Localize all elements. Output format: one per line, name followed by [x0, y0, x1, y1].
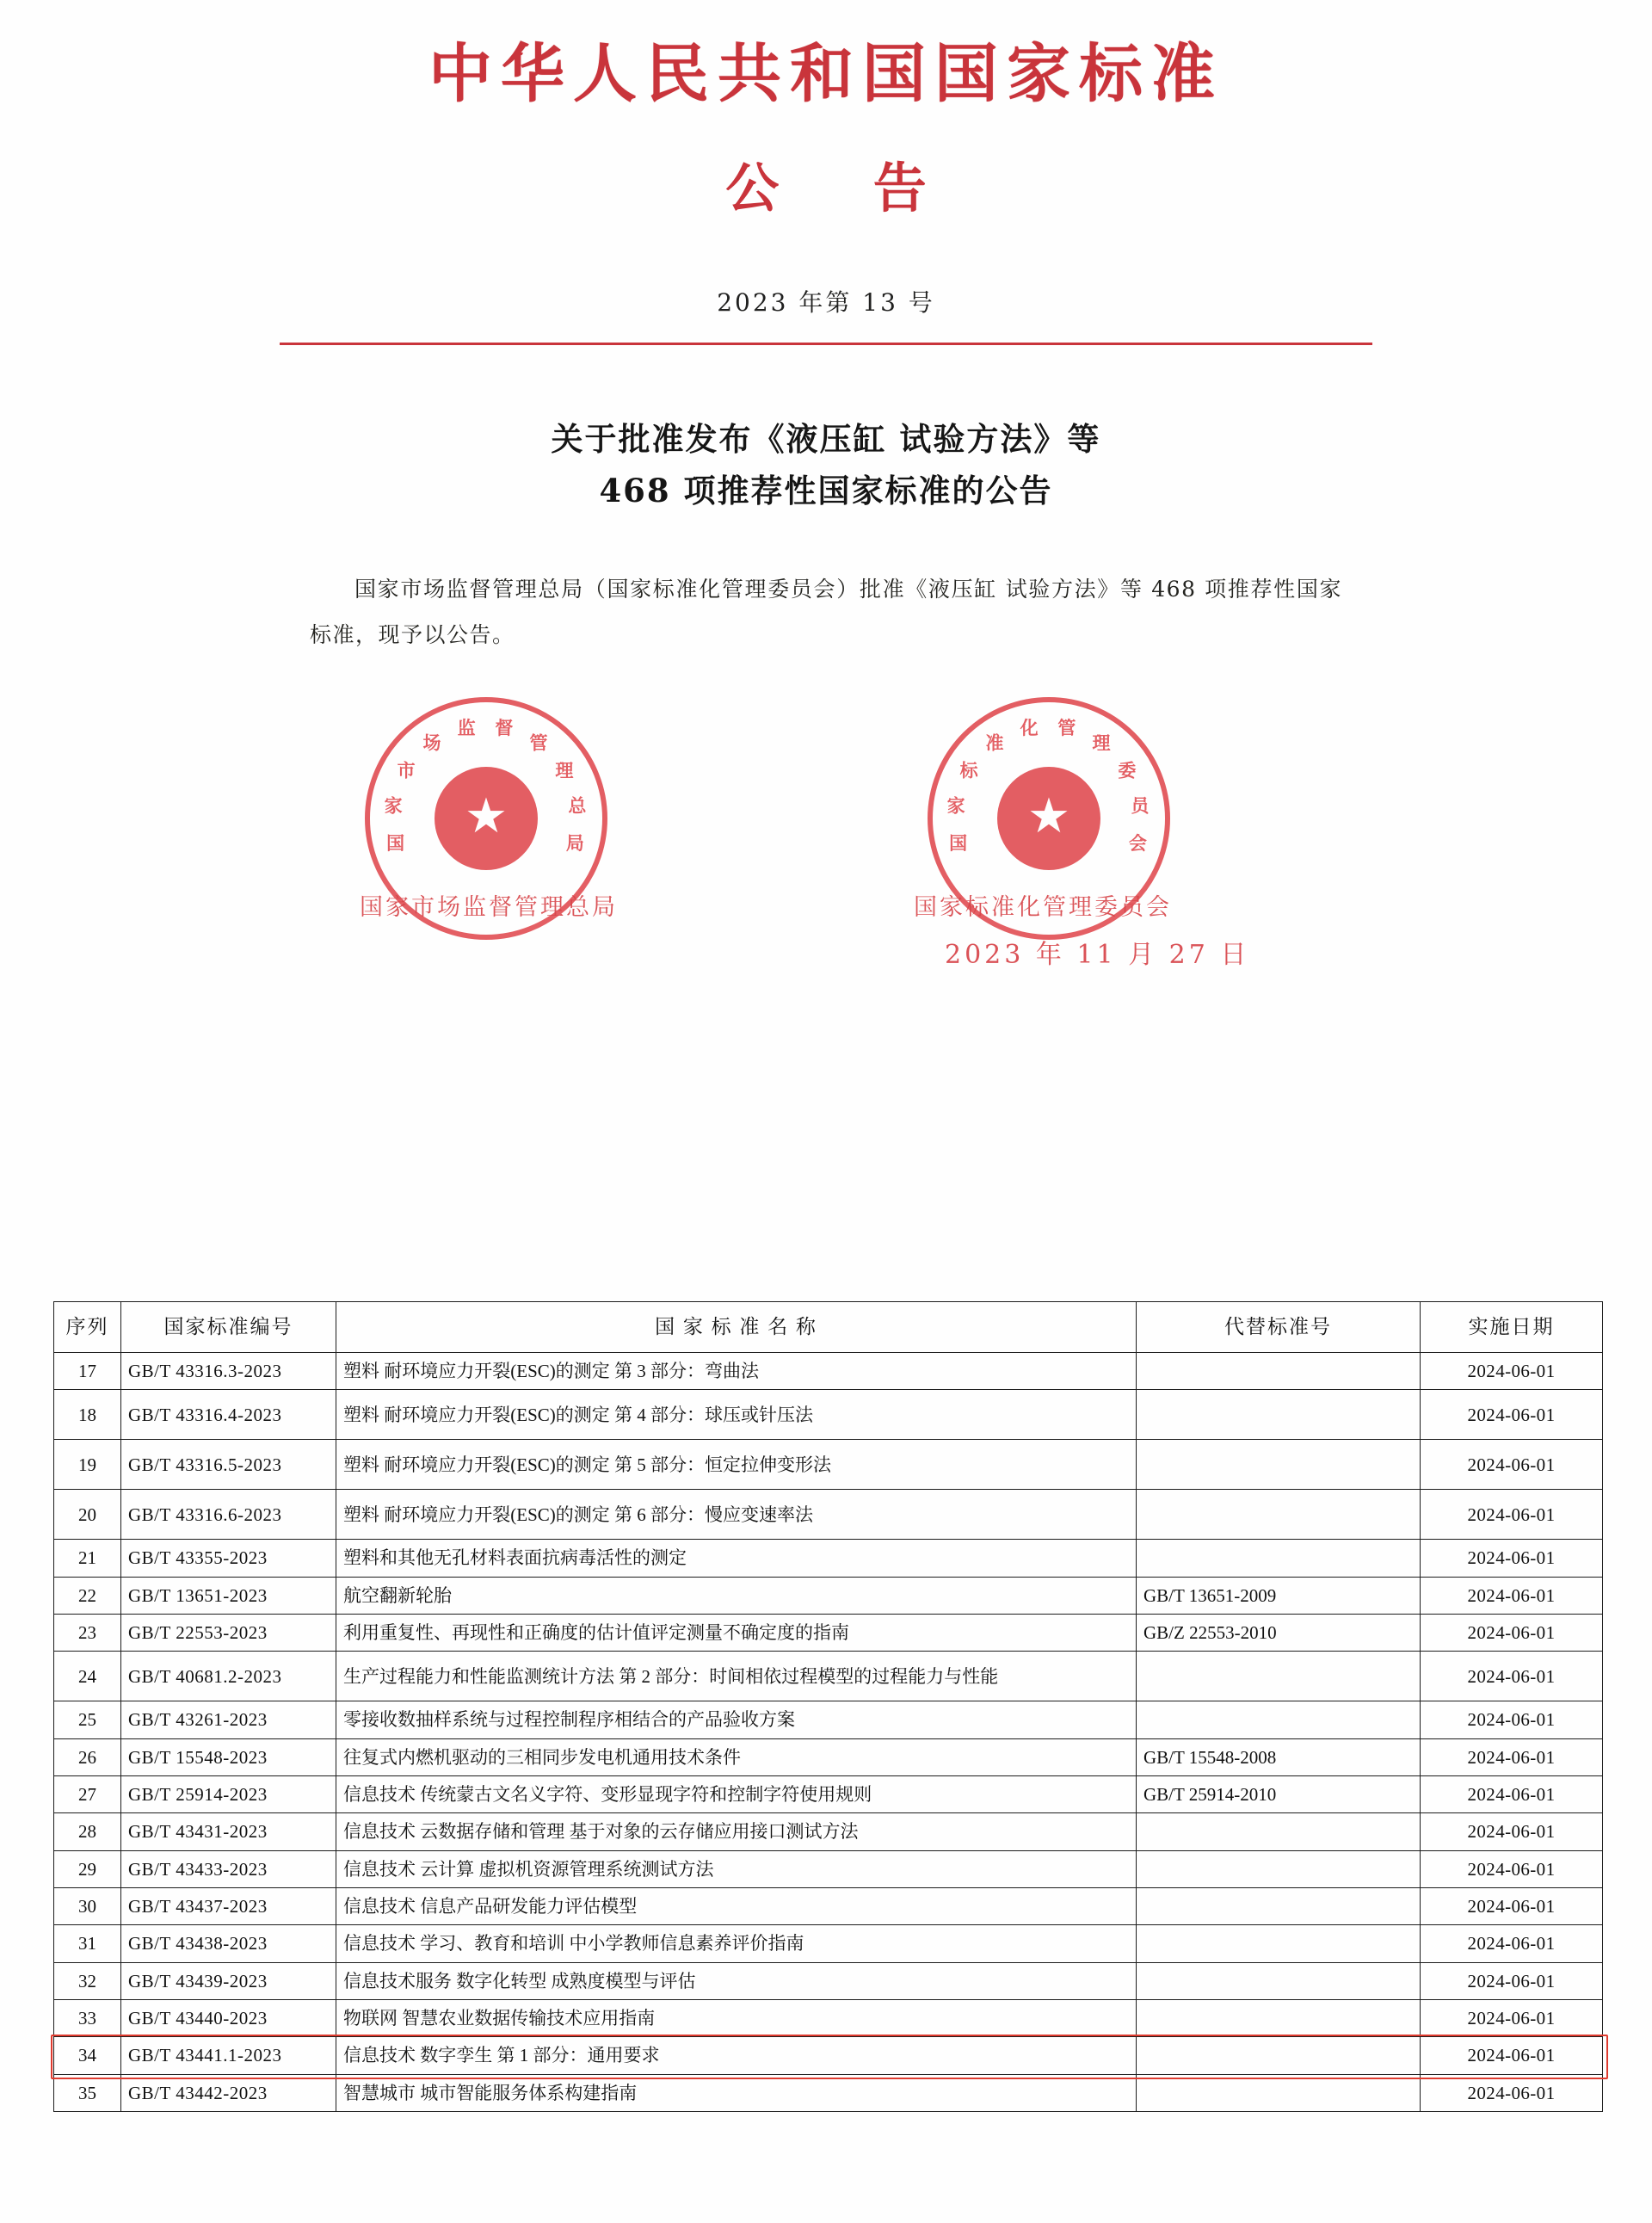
cell-effective-date: 2024-06-01 [1421, 1813, 1603, 1850]
cell-standard-name: 信息技术 学习、教育和培训 中小学教师信息素养评价指南 [336, 1925, 1137, 1962]
seal-caption-left: 国家市场监督管理总局 [360, 894, 618, 922]
cell-standard-name: 信息技术 信息产品研发能力评估模型 [336, 1888, 1137, 1925]
cell-seq: 25 [54, 1701, 121, 1738]
cell-standard-code: GB/T 43440-2023 [121, 2000, 336, 2037]
table-row[interactable] [54, 2074, 1603, 2111]
cell-standard-code: GB/T 43438-2023 [121, 1925, 336, 1962]
cell-standard-code: GB/T 22553-2023 [121, 1615, 336, 1652]
cell-replaces [1137, 2037, 1421, 2074]
cell-replaces [1137, 1390, 1421, 1440]
cell-seq: 31 [54, 1925, 121, 1962]
seal-emblem-icon [435, 767, 538, 870]
cell-replaces [1137, 1888, 1421, 1925]
table-row[interactable] [54, 1440, 1603, 1490]
column-header-code: 国家标准编号 [121, 1302, 336, 1353]
cell-standard-name: 利用重复性、再现性和正确度的估计值评定测量不确定度的指南 [336, 1615, 1137, 1652]
table-row[interactable] [54, 1390, 1603, 1440]
column-header-name: 国 家 标 准 名 称 [336, 1302, 1137, 1353]
cell-standard-name: 航空翻新轮胎 [336, 1577, 1137, 1614]
national-standard-title: 中华人民共和国国家标准 [428, 37, 1224, 111]
cell-standard-name: 塑料 耐环境应力开裂(ESC)的测定 第 3 部分：弯曲法 [336, 1353, 1137, 1390]
cell-seq: 21 [54, 1540, 121, 1577]
cell-standard-name: 物联网 智慧农业数据传输技术应用指南 [336, 2000, 1137, 2037]
cell-standard-name: 信息技术 云数据存储和管理 基于对象的云存储应用接口测试方法 [336, 1813, 1137, 1850]
cell-effective-date: 2024-06-01 [1421, 1738, 1603, 1775]
cell-replaces [1137, 1353, 1421, 1390]
cell-effective-date: 2024-06-01 [1421, 1577, 1603, 1614]
cell-standard-name: 往复式内燃机驱动的三相同步发电机通用技术条件 [336, 1738, 1137, 1775]
cell-standard-code: GB/T 40681.2-2023 [121, 1652, 336, 1701]
cell-standard-code: GB/T 43355-2023 [121, 1540, 336, 1577]
cell-standard-code: GB/T 43316.5-2023 [121, 1440, 336, 1490]
cell-standard-name: 零接收数抽样系统与过程控制程序相结合的产品验收方案 [336, 1701, 1137, 1738]
cell-replaces: GB/T 15548-2008 [1137, 1738, 1421, 1775]
cell-seq: 18 [54, 1390, 121, 1440]
cell-seq: 32 [54, 1962, 121, 1999]
cell-effective-date: 2024-06-01 [1421, 1888, 1603, 1925]
cell-replaces [1137, 1540, 1421, 1577]
cell-seq: 24 [54, 1652, 121, 1701]
cell-replaces [1137, 1490, 1421, 1540]
cell-standard-code: GB/T 43316.4-2023 [121, 1390, 336, 1440]
cell-seq: 17 [54, 1353, 121, 1390]
header-divider [280, 343, 1372, 345]
cell-effective-date: 2024-06-01 [1421, 1850, 1603, 1887]
table-row[interactable] [54, 1925, 1603, 1962]
cell-seq: 22 [54, 1577, 121, 1614]
announcement-body: 国家市场监督管理总局（国家标准化管理委员会）批准《液压缸 试验方法》等 468 项推荐性国家标准，现予以公告。 [310, 577, 1342, 647]
announcement-title [0, 414, 1652, 517]
cell-standard-name: 生产过程能力和性能监测统计方法 第 2 部分：时间相依过程模型的过程能力与性能 [336, 1652, 1137, 1701]
cell-seq: 30 [54, 1888, 121, 1925]
cell-standard-name: 塑料 耐环境应力开裂(ESC)的测定 第 4 部分：球压或针压法 [336, 1390, 1137, 1440]
cell-seq: 19 [54, 1440, 121, 1490]
cell-standard-code: GB/T 43261-2023 [121, 1701, 336, 1738]
cell-effective-date: 2024-06-01 [1421, 1776, 1603, 1813]
column-header-replaces: 代替标准号 [1137, 1302, 1421, 1353]
cell-standard-name: 塑料 耐环境应力开裂(ESC)的测定 第 6 部分：慢应变速率法 [336, 1490, 1137, 1540]
cell-effective-date: 2024-06-01 [1421, 1490, 1603, 1540]
seal-date: 2023 年 11 月 27 日 [945, 940, 1250, 971]
cell-standard-code: GB/T 43316.3-2023 [121, 1353, 336, 1390]
cell-effective-date: 2024-06-01 [1421, 1390, 1603, 1440]
cell-standard-code: GB/T 43437-2023 [121, 1888, 336, 1925]
cell-seq: 20 [54, 1490, 121, 1540]
seal-caption-right: 国家标准化管理委员会 [914, 894, 1172, 922]
announcement-title-line-1: 关于批准发布《液压缸 试验方法》等 [551, 420, 1101, 459]
seal-ring-text-right: 国 家 标 准 化 管 理 委 员 会 [946, 717, 1151, 855]
cell-effective-date: 2024-06-01 [1421, 1440, 1603, 1490]
cell-standard-code: GB/T 43439-2023 [121, 1962, 336, 1999]
seal-emblem-icon [997, 767, 1100, 870]
standards-table [53, 1301, 1603, 2112]
cell-effective-date: 2024-06-01 [1421, 1615, 1603, 1652]
cell-replaces [1137, 1925, 1421, 1962]
cell-standard-code: GB/T 43431-2023 [121, 1813, 336, 1850]
cell-effective-date: 2024-06-01 [1421, 2037, 1603, 2074]
cell-standard-name: 信息技术 传统蒙古文名义字符、变形显现字符和控制字符使用规则 [336, 1776, 1137, 1813]
announcement-title-line-2: 468 项推荐性国家标准的公告 [599, 472, 1053, 510]
table-row[interactable] [54, 1353, 1603, 1390]
cell-replaces [1137, 1962, 1421, 1999]
table-row[interactable] [54, 2000, 1603, 2037]
standards-table-body [54, 1353, 1603, 2112]
cell-replaces: GB/Z 22553-2010 [1137, 1615, 1421, 1652]
cell-standard-code: GB/T 43316.6-2023 [121, 1490, 336, 1540]
table-row[interactable] [54, 2037, 1603, 2074]
cell-replaces: GB/T 25914-2010 [1137, 1776, 1421, 1813]
cell-effective-date: 2024-06-01 [1421, 1701, 1603, 1738]
table-row[interactable] [54, 1738, 1603, 1775]
cell-replaces [1137, 1813, 1421, 1850]
cell-replaces [1137, 1850, 1421, 1887]
issue-number: 2023 年第 13 号 [717, 288, 935, 318]
table-row[interactable] [54, 1615, 1603, 1652]
cell-replaces [1137, 2074, 1421, 2111]
cell-effective-date: 2024-06-01 [1421, 1962, 1603, 1999]
cell-replaces: GB/T 13651-2009 [1137, 1577, 1421, 1614]
cell-seq: 23 [54, 1615, 121, 1652]
cell-effective-date: 2024-06-01 [1421, 1540, 1603, 1577]
cell-standard-code: GB/T 25914-2023 [121, 1776, 336, 1813]
table-header-row [54, 1302, 1603, 1353]
cell-seq: 29 [54, 1850, 121, 1887]
cell-standard-name: 信息技术服务 数字化转型 成熟度模型与评估 [336, 1962, 1137, 1999]
cell-seq: 27 [54, 1776, 121, 1813]
cell-standard-code: GB/T 43442-2023 [121, 2074, 336, 2111]
cell-standard-code: GB/T 15548-2023 [121, 1738, 336, 1775]
table-row[interactable] [54, 1540, 1603, 1577]
table-row[interactable] [54, 1776, 1603, 1813]
table-row[interactable] [54, 1888, 1603, 1925]
table-row[interactable] [54, 1813, 1603, 1850]
column-header-date: 实施日期 [1421, 1302, 1603, 1353]
cell-seq: 33 [54, 2000, 121, 2037]
cell-effective-date: 2024-06-01 [1421, 1353, 1603, 1390]
announcement-word: 公 告 [725, 157, 965, 220]
cell-replaces [1137, 1701, 1421, 1738]
cell-seq: 26 [54, 1738, 121, 1775]
cell-standard-name: 信息技术 云计算 虚拟机资源管理系统测试方法 [336, 1850, 1137, 1887]
cell-standard-code: GB/T 43441.1-2023 [121, 2037, 336, 2074]
cell-standard-code: GB/T 13651-2023 [121, 1577, 336, 1614]
cell-standard-name: 塑料和其他无孔材料表面抗病毒活性的测定 [336, 1540, 1137, 1577]
cell-replaces [1137, 1652, 1421, 1701]
seal-ring-text-left: 国 家 市 场 监 督 管 理 总 局 [384, 717, 589, 855]
seal-row [0, 689, 1652, 973]
cell-replaces [1137, 2000, 1421, 2037]
cell-standard-name: 信息技术 数字孪生 第 1 部分：通用要求 [336, 2037, 1137, 2074]
table-row[interactable] [54, 1490, 1603, 1540]
table-row[interactable] [54, 1962, 1603, 1999]
document-header [0, 0, 1652, 345]
cell-seq: 28 [54, 1813, 121, 1850]
standards-table-wrapper [53, 1301, 1602, 2112]
column-header-seq: 序列 [54, 1302, 121, 1353]
cell-effective-date: 2024-06-01 [1421, 1925, 1603, 1962]
cell-standard-code: GB/T 43433-2023 [121, 1850, 336, 1887]
cell-effective-date: 2024-06-01 [1421, 2000, 1603, 2037]
cell-standard-name: 智慧城市 城市智能服务体系构建指南 [336, 2074, 1137, 2111]
cell-standard-name: 塑料 耐环境应力开裂(ESC)的测定 第 5 部分：恒定拉伸变形法 [336, 1440, 1137, 1490]
cell-replaces [1137, 1440, 1421, 1490]
table-row[interactable] [54, 1850, 1603, 1887]
table-row[interactable] [54, 1652, 1603, 1701]
table-row[interactable] [54, 1701, 1603, 1738]
cell-effective-date: 2024-06-01 [1421, 2074, 1603, 2111]
cell-effective-date: 2024-06-01 [1421, 1652, 1603, 1701]
cell-seq: 35 [54, 2074, 121, 2111]
cell-seq: 34 [54, 2037, 121, 2074]
table-row[interactable] [54, 1577, 1603, 1614]
